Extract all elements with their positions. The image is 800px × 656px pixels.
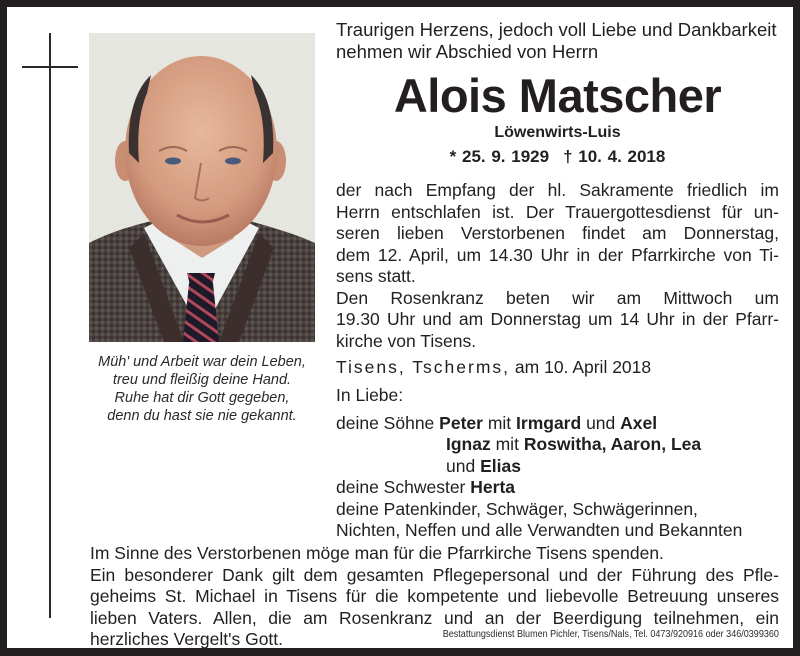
place-and-date bbox=[336, 356, 651, 378]
portrait-photo bbox=[89, 33, 315, 342]
family-list bbox=[336, 385, 742, 542]
sons-prefix: deine Söhne bbox=[336, 412, 435, 433]
in-love-label: In Liebe: bbox=[336, 385, 404, 405]
connector: mit bbox=[495, 434, 519, 454]
sister-row bbox=[336, 477, 742, 499]
footer-line: lieben Vaters. Allen, die am Rosenkranz und an der Beerdigung teilnehmen, ein bbox=[90, 607, 779, 628]
portrait-illustration bbox=[89, 33, 315, 342]
date: am 10. April 2018 bbox=[514, 357, 652, 377]
sons-row bbox=[336, 413, 742, 435]
footer-line: geheims St. Michael in Tisens für die kompetente und liebevolle Betreuung unseres bbox=[90, 586, 779, 606]
footer-line: Ein besonderer Dank gilt dem gesamten Pflegepersonal und der Führung des Pfle- bbox=[90, 564, 779, 585]
body-line: sens statt. bbox=[336, 266, 416, 286]
death-date: † 10. 4. 2018 bbox=[563, 147, 666, 166]
connector: und bbox=[586, 412, 616, 433]
son-name: Ignaz bbox=[446, 434, 491, 454]
son-name: Peter bbox=[439, 412, 483, 433]
deceased-nickname: Löwenwirts-Luis bbox=[494, 124, 621, 141]
verse-line: Müh' und Arbeit war dein Leben, bbox=[98, 354, 306, 370]
cross-icon-horizontal bbox=[22, 66, 78, 68]
footer-line: herzliches Vergelt's Gott. bbox=[90, 629, 284, 649]
sister-prefix: deine Schwester bbox=[336, 477, 466, 497]
intro-line: nehmen wir Abschied von Herrn bbox=[336, 41, 599, 62]
life-dates bbox=[336, 146, 779, 168]
body-line: kirche von Tisens. bbox=[336, 330, 477, 351]
relatives-row: Nichten, Neffen und alle Verwandten und Bekannten bbox=[336, 520, 743, 540]
footer-line: Im Sinne des Verstorbenen möge man für die Pfarrkirche Tisens spenden. bbox=[90, 543, 664, 563]
grandchild-name: Axel bbox=[620, 412, 658, 433]
body-line: der nach Empfang der hl. Sakramente friedlich im bbox=[336, 180, 779, 200]
funeral-service-imprint: Bestattungsdienst Blumen Pichler, Tisens/Nals, Tel. 0473/920916 oder 346/0399360 bbox=[442, 628, 779, 640]
intro-text bbox=[336, 19, 779, 63]
verse-line: denn du hast sie nie gekannt. bbox=[107, 408, 297, 424]
body-line: seren lieben Verstorbenen findet am Donnerstag, bbox=[336, 223, 779, 243]
intro-line: Traurigen Herzens, jedoch voll Liebe und Dankbarkeit bbox=[336, 19, 777, 40]
funeral-announcement bbox=[336, 180, 779, 352]
family-names: Roswitha, Aaron, Lea bbox=[523, 434, 702, 454]
body-line: dem 12. April, um 14.30 Uhr in der Pfarrkirche von Ti- bbox=[336, 244, 779, 265]
memorial-verse bbox=[82, 353, 322, 425]
body-line: Den Rosenkranz beten wir am Mittwoch um bbox=[336, 287, 779, 308]
son2-row bbox=[336, 434, 742, 456]
verse-line: treu und fleißig deine Hand. bbox=[112, 372, 292, 388]
deceased-name: Alois Matscher bbox=[393, 69, 722, 122]
cross-icon-vertical bbox=[49, 33, 51, 618]
connector: mit bbox=[487, 412, 512, 433]
birth-date: * 25. 9. 1929 bbox=[449, 147, 550, 166]
place: Tisens, Tscherms, bbox=[336, 357, 511, 377]
grandchild-name: Elias bbox=[480, 455, 521, 476]
connector: und bbox=[446, 455, 476, 476]
body-line: 19.30 Uhr und am Donnerstag um 14 Uhr in der Pfarr- bbox=[336, 309, 779, 329]
body-line: Herrn entschlafen ist. Der Trauergottesdienst für un- bbox=[336, 201, 779, 222]
spouse-name: Irmgard bbox=[516, 412, 582, 433]
sister-name: Herta bbox=[470, 477, 516, 497]
verse-line: Ruhe hat dir Gott gegeben, bbox=[114, 390, 290, 406]
relatives-row: deine Patenkinder, Schwäger, Schwägerinnen, bbox=[336, 498, 698, 519]
son2-row-cont bbox=[336, 456, 742, 478]
